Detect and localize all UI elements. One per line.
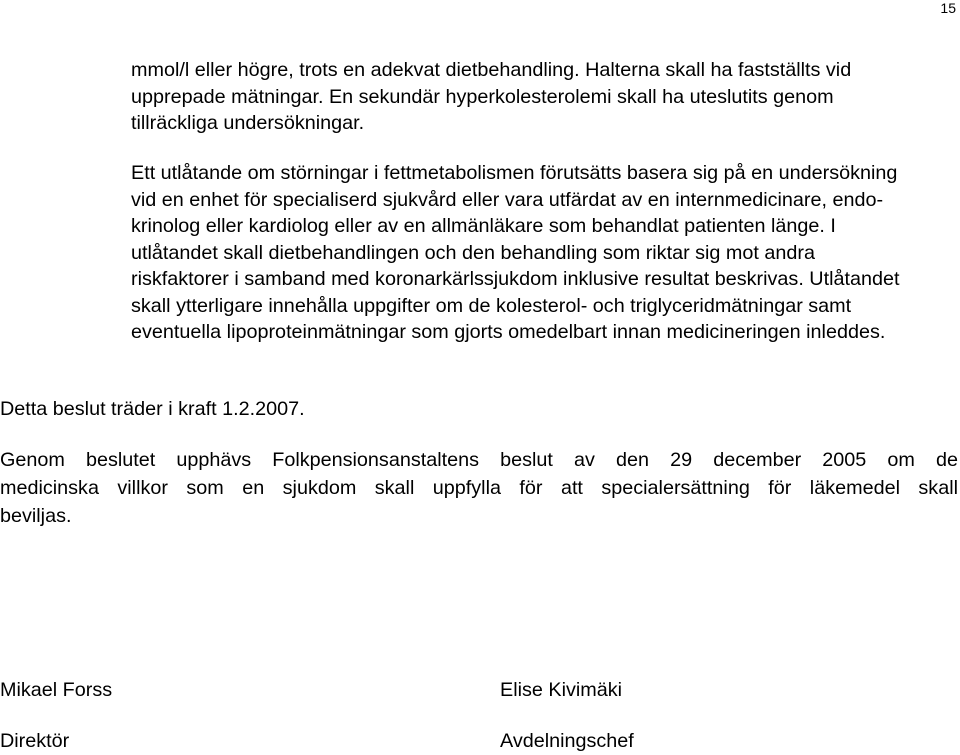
- paragraph-statement-requirements: [131, 160, 960, 346]
- signatory-name: Elise Kivimäki: [500, 679, 623, 701]
- paragraph-continuation: [131, 57, 960, 137]
- paragraph-line: utlåtandet skall dietbehandlingen och den behandling som riktar sig mot andra: [131, 241, 815, 264]
- paragraph-line: Ett utlåtande om störningar i fettmetabolismen förutsätts basera sig på en undersökning: [131, 162, 898, 184]
- paragraph-line: krinolog eller kardiolog eller av en allmänläkare som behandlat patienten länge. I: [131, 215, 836, 237]
- paragraph-line: riskfaktorer i samband med koronarkärlssjukdom inklusive resultat beskrivas. Utlåtandet: [131, 268, 900, 290]
- repeal-paragraph: [0, 446, 958, 530]
- paragraph-line: skall ytterligare innehålla uppgifter om de kolesterol- och triglyceridmätningar samt: [131, 294, 852, 317]
- decision-effective-date: Detta beslut träder i kraft 1.2.2007.: [0, 398, 305, 420]
- page-number: 15: [940, 0, 956, 16]
- paragraph-line: eventuella lipoproteinmätningar som gjorts omedelbart innan medicineringen inleddes.: [131, 321, 886, 343]
- paragraph-line: mmol/l eller högre, trots en adekvat dietbehandling. Halterna skall ha fastställts vid: [131, 59, 852, 81]
- paragraph-line: vid en enhet för specialiserd sjukvård eller vara utfärdat av en internmedicinare, endo-: [131, 188, 884, 211]
- paragraph-line: beviljas.: [0, 505, 72, 527]
- signatory-name: Mikael Forss: [0, 679, 113, 701]
- paragraph-line: upprepade mätningar. En sekundär hyperkolesterolemi skall ha uteslutits genom: [131, 85, 834, 108]
- paragraph-line: tillräckliga undersökningar.: [131, 112, 365, 134]
- paragraph-line: Genom beslutet upphävs Folkpensionsanstaltens beslut av den 29 december 2005 om de: [0, 449, 958, 471]
- paragraph-line: medicinska villkor som en sjukdom skall uppfylla för att specialersättning för läkemedel skall: [0, 477, 958, 499]
- signatory-title: Direktör: [0, 730, 70, 752]
- signatory-title: Avdelningschef: [500, 730, 634, 752]
